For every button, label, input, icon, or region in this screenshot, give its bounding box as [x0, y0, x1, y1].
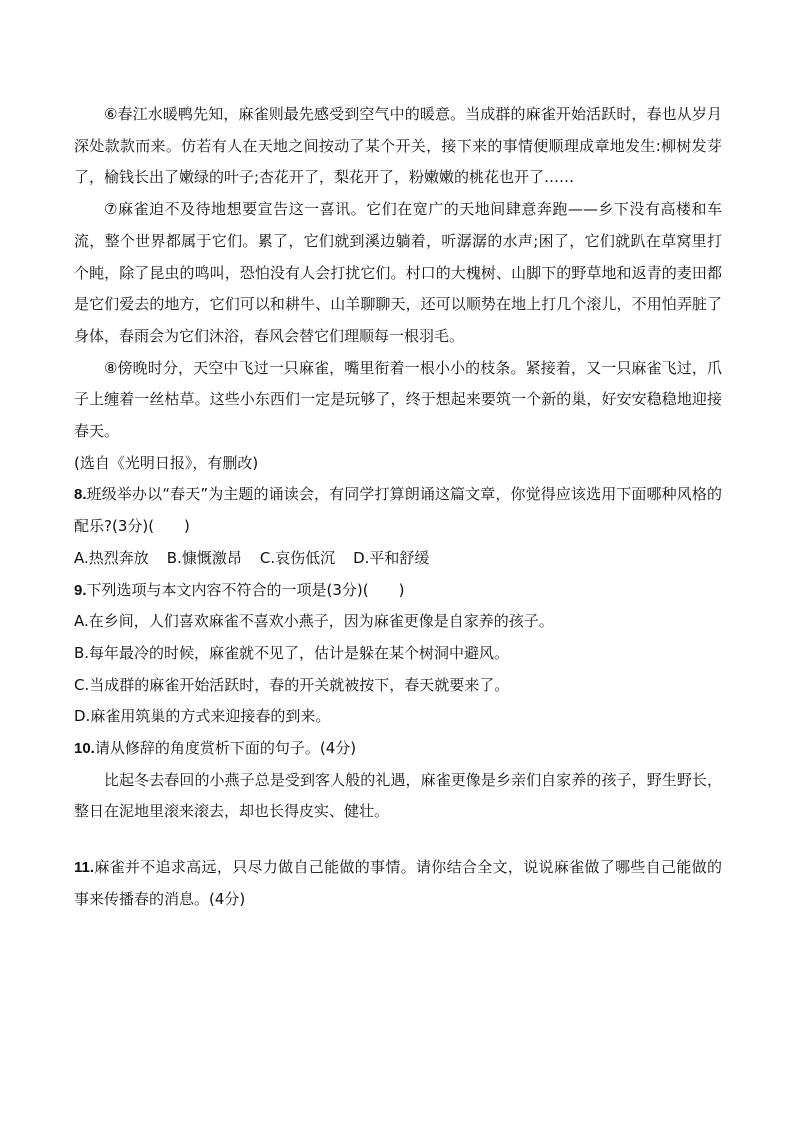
- question-11: [74, 852, 722, 915]
- question-9-option-b: B.每年最冷的时候，麻雀就不见了，估计是躲在某个树洞中避风。: [74, 643, 510, 662]
- source-citation: (选自《光明日报》，有删改): [74, 453, 259, 472]
- question-11-stem: 麻雀并不追求高远，只尽力做自己能做的事情。请你结合全文，说说麻雀做了哪些自己能做的事来传播春的消息。(4分): [74, 858, 722, 908]
- question-10: [74, 733, 722, 765]
- question-9: [74, 575, 722, 607]
- question-8-option-d: D.平和舒缓: [353, 548, 430, 567]
- question-8-options: [74, 543, 722, 575]
- question-8-option-b: B.慷慨激昂: [166, 548, 242, 567]
- question-9-option-a: A.在乡间，人们喜欢麻雀不喜欢小燕子，因为麻雀更像是自家养的孩子。: [74, 612, 554, 631]
- paragraph-7: ⑦麻雀迫不及待地想要宣告这一喜讯。它们在宽广的天地间肆意奔跑——乡下没有高楼和车流，整个世界都属于它们。累了，它们就到溪边躺着，听潺潺的水声;困了，它们就趴在草窝里打个盹，除了昆虫的鸣叫，恐怕没有人会打扰它们。村口的大槐树、山脚下的野草地和返青的麦田都是它们爱去的地方，它们可以和耕牛、山羊聊聊天，还可以顺势在地上打几个滚儿，不用怕弄脏了身体，春雨会为它们沐浴，春风会替它们理顺每一根羽毛。: [74, 200, 722, 345]
- question-8-stem: 班级举办以“春天”为主题的诵读会，有同学打算朗诵这篇文章，你觉得应该选用下面哪种风格的配乐?(3分)( ): [74, 485, 722, 536]
- question-8-option-c: C.哀伤低沉: [259, 548, 336, 567]
- paragraph-6: ⑥春江水暖鸭先知，麻雀则最先感受到空气中的暖意。当成群的麻雀开始活跃时，春也从岁月深处款款而来。仿若有人在天地之间按动了某个开关，接下来的事情便顺理成章地发生:柳树发芽了，榆钱长出了嫩绿的叶子;杏花开了，梨花开了，粉嫩嫩的桃花也开了……: [74, 105, 722, 187]
- question-10-quote: 比起冬去春回的小燕子总是受到客人般的礼遇，麻雀更像是乡亲们自家养的孩子，野生野长，整日在泥地里滚来滚去，却也长得皮实、健壮。: [74, 770, 722, 821]
- question-11-number: 11.: [74, 859, 95, 877]
- answer-space: [74, 828, 722, 852]
- question-8-option-a: A.热烈奔放: [74, 548, 149, 567]
- question-10-number: 10.: [74, 740, 95, 758]
- paragraph-8: ⑧傍晚时分，天空中飞过一只麻雀，嘴里衔着一根小小的枝条。紧接着，又一只麻雀飞过，爪子上缠着一丝枯草。这些小东西们一定是玩够了，终于想起来要筑一个新的巢，好安安稳稳地迎接春天。: [74, 358, 722, 441]
- question-10-stem: 请从修辞的角度赏析下面的句子。(4分): [94, 739, 357, 758]
- question-9-option-c: C.当成群的麻雀开始活跃时，春的开关就被按下，春天就要来了。: [74, 675, 510, 694]
- question-8: [74, 479, 722, 542]
- question-9-option-d: D.麻雀用筑巢的方式来迎接春的到来。: [74, 707, 331, 726]
- question-8-number: 8.: [74, 486, 87, 504]
- question-9-stem: 下列选项与本文内容不符合的一项是(3分)( ): [86, 580, 405, 599]
- question-9-number: 9.: [74, 581, 87, 599]
- document-page: [74, 99, 722, 916]
